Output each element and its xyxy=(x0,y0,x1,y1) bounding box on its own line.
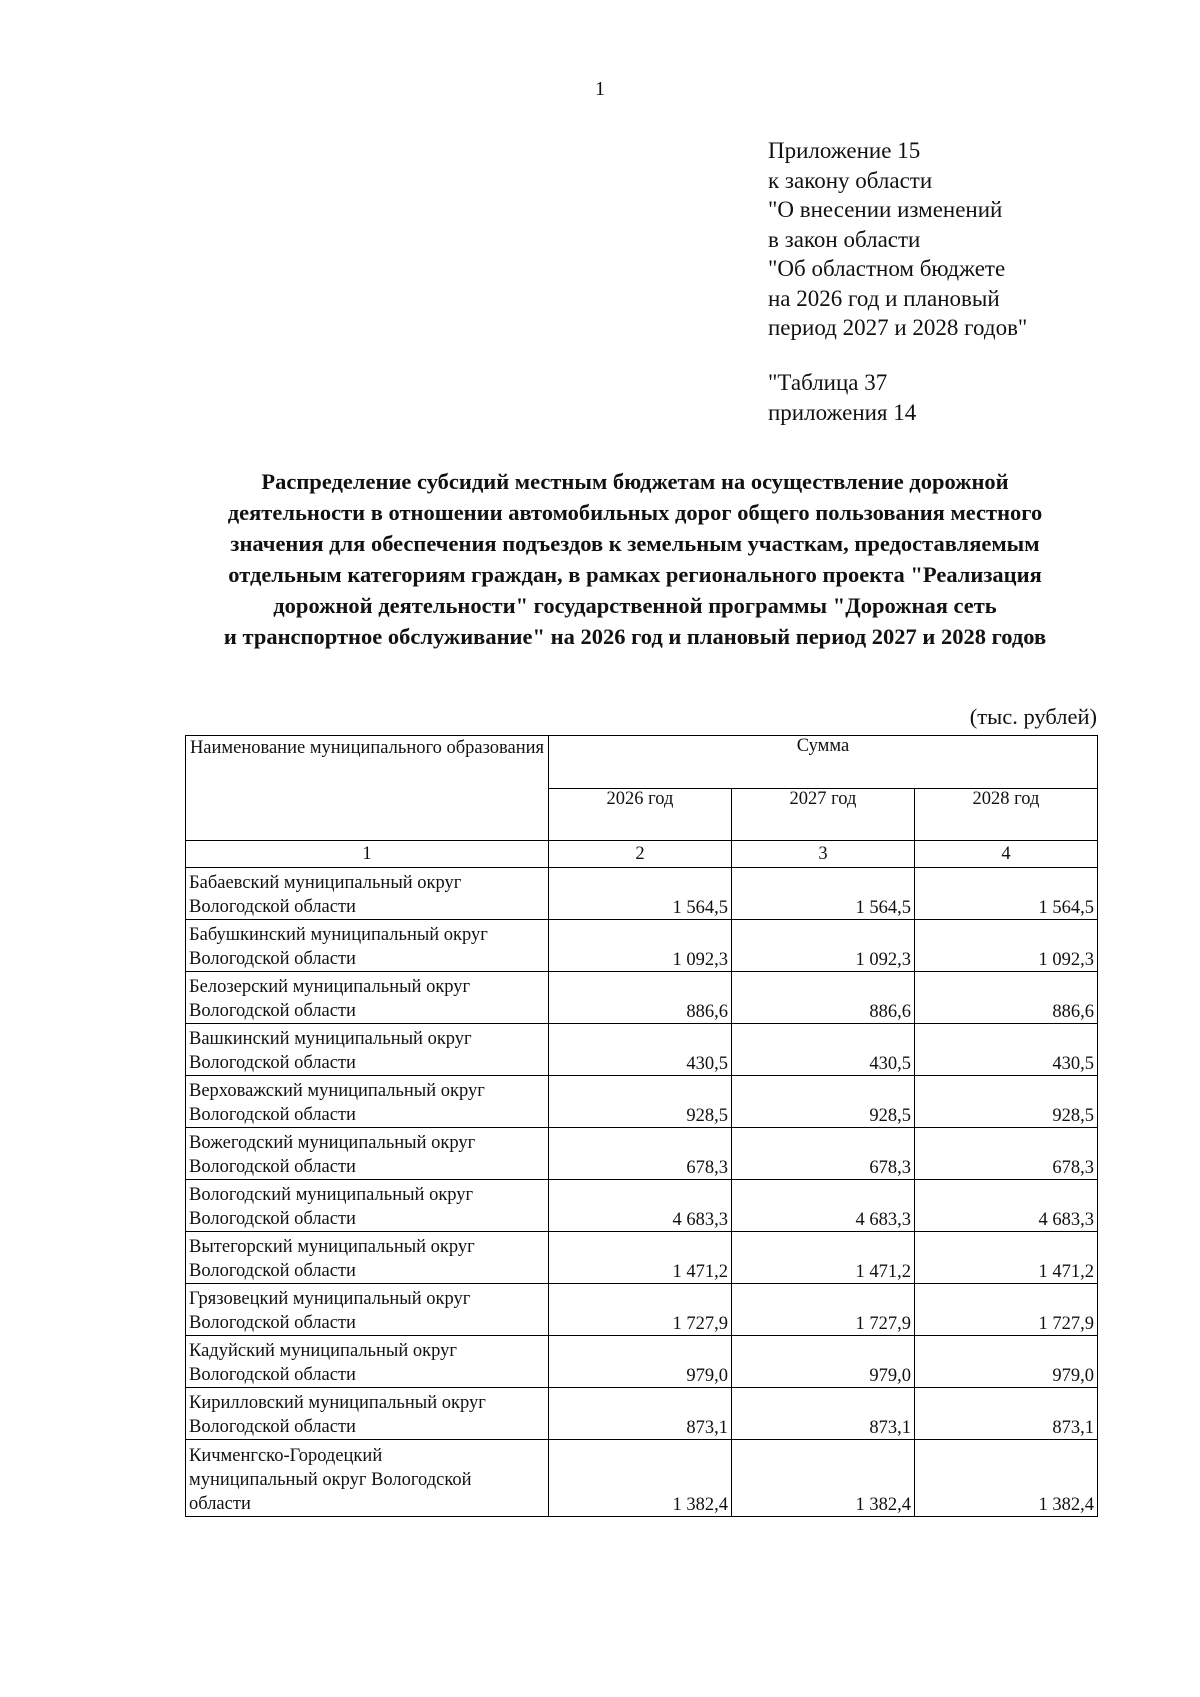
amount-2027: 928,5 xyxy=(732,1076,915,1128)
title-line: Распределение субсидий местным бюджетам на осуществление дорожной xyxy=(261,469,1009,494)
amount-2026: 1 382,4 xyxy=(549,1440,732,1517)
municipality-name: Белозерский муниципальный округ Вологодской области xyxy=(186,972,549,1024)
municipality-name: Вашкинский муниципальный округ Вологодской области xyxy=(186,1024,549,1076)
amount-2026: 1 727,9 xyxy=(549,1284,732,1336)
header-year-2028: 2028 год xyxy=(915,788,1098,841)
amount-2027: 430,5 xyxy=(732,1024,915,1076)
amount-2028: 430,5 xyxy=(915,1024,1098,1076)
amount-2027: 979,0 xyxy=(732,1336,915,1388)
municipality-name: Кичменгско-Городецкий муниципальный округ Вологодской области xyxy=(186,1440,549,1517)
amount-2026: 886,6 xyxy=(549,972,732,1024)
subsidy-table xyxy=(185,735,1098,1517)
amount-2028: 873,1 xyxy=(915,1388,1098,1440)
municipality-name: Бабаевский муниципальный округ Вологодской области xyxy=(186,868,549,920)
amount-2028: 1 092,3 xyxy=(915,920,1098,972)
table-row xyxy=(186,1388,1098,1440)
amount-2028: 928,5 xyxy=(915,1076,1098,1128)
table-row xyxy=(186,1180,1098,1232)
municipality-name: Вожегодский муниципальный округ Вологодской области xyxy=(186,1128,549,1180)
amount-2027: 1 727,9 xyxy=(732,1284,915,1336)
page-number: 1 xyxy=(595,78,605,100)
municipality-name: Бабушкинский муниципальный округ Вологодской области xyxy=(186,920,549,972)
table-row xyxy=(186,1024,1098,1076)
amount-2027: 1 564,5 xyxy=(732,868,915,920)
appendix-line: "О внесении изменений xyxy=(768,197,1003,222)
amount-2026: 979,0 xyxy=(549,1336,732,1388)
title-line: значения для обеспечения подъездов к земельным участкам, предоставляемым xyxy=(230,531,1040,556)
column-number: 1 xyxy=(186,841,549,868)
amount-2028: 1 727,9 xyxy=(915,1284,1098,1336)
table-row xyxy=(186,868,1098,920)
appendix-reference xyxy=(768,136,1027,343)
table-ref-line: приложения 14 xyxy=(768,400,917,425)
amount-2027: 4 683,3 xyxy=(732,1180,915,1232)
table-row xyxy=(186,920,1098,972)
municipality-name: Вытегорский муниципальный округ Вологодской области xyxy=(186,1232,549,1284)
table-reference xyxy=(768,368,916,428)
table-row xyxy=(186,1128,1098,1180)
amount-2026: 873,1 xyxy=(549,1388,732,1440)
amount-2027: 678,3 xyxy=(732,1128,915,1180)
amount-2026: 430,5 xyxy=(549,1024,732,1076)
title-line: дорожной деятельности" государственной программы "Дорожная сеть xyxy=(273,593,997,618)
appendix-line: в закон области xyxy=(768,226,921,252)
title-line: и транспортное обслуживание" на 2026 год и плановый период 2027 и 2028 годов xyxy=(223,624,1047,649)
amount-2026: 928,5 xyxy=(549,1076,732,1128)
table-ref-line: "Таблица 37 xyxy=(768,370,888,395)
amount-2026: 1 092,3 xyxy=(549,920,732,972)
table-row xyxy=(186,1232,1098,1284)
amount-2026: 1 564,5 xyxy=(549,868,732,920)
table-row xyxy=(186,1440,1098,1517)
table-row xyxy=(186,1076,1098,1128)
appendix-line: на 2026 год и плановый xyxy=(768,285,1000,311)
header-sum: Сумма xyxy=(549,736,1098,789)
column-number: 4 xyxy=(915,841,1098,868)
appendix-line: Приложение 15 xyxy=(768,138,921,163)
amount-2026: 1 471,2 xyxy=(549,1232,732,1284)
amount-2028: 1 564,5 xyxy=(915,868,1098,920)
municipality-name: Вологодский муниципальный округ Вологодской области xyxy=(186,1180,549,1232)
column-number: 3 xyxy=(732,841,915,868)
table-row xyxy=(186,1284,1098,1336)
municipality-name: Кирилловский муниципальный округ Вологодской области xyxy=(186,1388,549,1440)
column-number: 2 xyxy=(549,841,732,868)
amount-2028: 979,0 xyxy=(915,1336,1098,1388)
document-title xyxy=(175,466,1095,652)
amount-2028: 886,6 xyxy=(915,972,1098,1024)
amount-2027: 1 092,3 xyxy=(732,920,915,972)
amount-2026: 4 683,3 xyxy=(549,1180,732,1232)
title-line: деятельности в отношении автомобильных дорог общего пользования местного xyxy=(227,500,1043,525)
header-year-2027: 2027 год xyxy=(732,788,915,841)
units-label: (тыс. рублей) xyxy=(969,704,1097,729)
table-row xyxy=(186,972,1098,1024)
amount-2027: 873,1 xyxy=(732,1388,915,1440)
amount-2028: 678,3 xyxy=(915,1128,1098,1180)
table-row xyxy=(186,1336,1098,1388)
municipality-name: Верховажский муниципальный округ Вологодской области xyxy=(186,1076,549,1128)
appendix-line: к закону области xyxy=(768,167,933,193)
header-municipality: Наименование муниципального образования xyxy=(186,736,549,841)
header-year-2026: 2026 год xyxy=(549,788,732,841)
title-line: отдельным категориям граждан, в рамках регионального проекта "Реализация xyxy=(228,562,1042,587)
amount-2027: 1 471,2 xyxy=(732,1232,915,1284)
amount-2028: 1 382,4 xyxy=(915,1440,1098,1517)
appendix-line: период 2027 и 2028 годов" xyxy=(768,315,1028,340)
municipality-name: Кадуйский муниципальный округ Вологодской области xyxy=(186,1336,549,1388)
municipality-name: Грязовецкий муниципальный округ Вологодской области xyxy=(186,1284,549,1336)
amount-2027: 886,6 xyxy=(732,972,915,1024)
amount-2028: 4 683,3 xyxy=(915,1180,1098,1232)
amount-2028: 1 471,2 xyxy=(915,1232,1098,1284)
appendix-line: "Об областном бюджете xyxy=(768,256,1006,281)
amount-2026: 678,3 xyxy=(549,1128,732,1180)
amount-2027: 1 382,4 xyxy=(732,1440,915,1517)
